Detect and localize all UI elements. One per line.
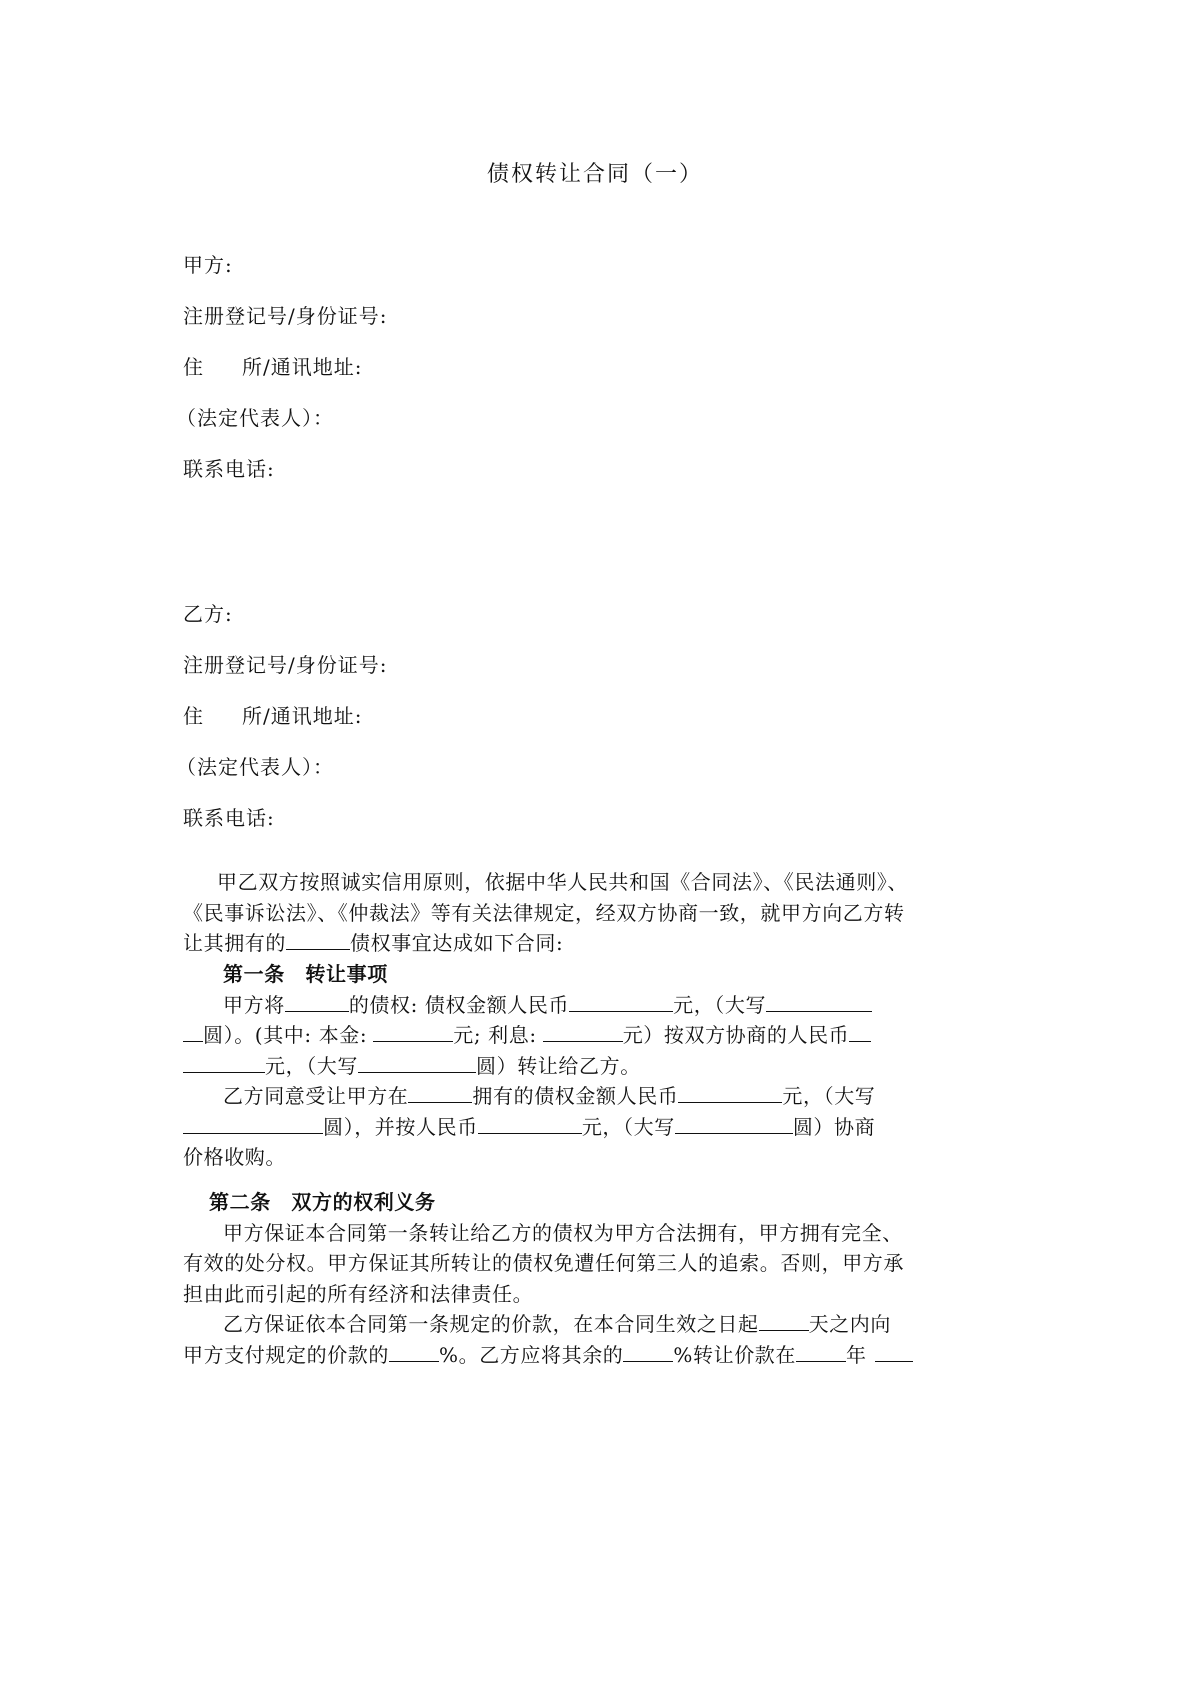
article-line [183, 1051, 1013, 1082]
article-1 [183, 959, 1013, 1173]
party-a-phone-label: 联系电话: [183, 457, 275, 481]
fill-blank [183, 1021, 203, 1042]
party-b-label: 乙方: [183, 602, 233, 626]
fill-blank [408, 1082, 472, 1103]
article-line [183, 990, 1013, 1021]
intro-line: 甲乙双方按照诚实信用原则，依据中华人民共和国《合同法》、《民法通则》、 [217, 870, 908, 894]
fill-blank [543, 1021, 623, 1042]
text-fragment: 元，（大写 [581, 1114, 675, 1139]
text-fragment: 圆）协商 [792, 1114, 876, 1139]
text-fragment: 债权事宜达成如下合同: [350, 931, 564, 955]
fill-blank [285, 991, 349, 1012]
fill-blank [569, 991, 673, 1012]
text-fragment: 甲方支付规定的价款的 [183, 1342, 389, 1367]
text-fragment: 拥有的债权金额人民币 [472, 1084, 679, 1108]
article-line [183, 1112, 1013, 1143]
fill-blank [358, 1052, 476, 1073]
article-line [183, 1340, 1013, 1371]
address-label-part2: 所/通讯地址: [242, 704, 363, 728]
party-a-address-label [183, 353, 362, 381]
article-line: 价格收购。 [183, 1145, 286, 1169]
article-line [183, 1309, 1013, 1340]
text-fragment: %。乙方应将其余的 [439, 1342, 624, 1367]
article-2-heading: 第二条 双方的权利义务 [209, 1190, 436, 1214]
text-fragment: 元，（大写 [673, 992, 767, 1017]
fill-blank [373, 1021, 453, 1042]
fill-blank [623, 1341, 673, 1362]
text-fragment: 天之内向 [808, 1312, 892, 1336]
intro-paragraph [183, 867, 1013, 959]
fill-blank [849, 1021, 871, 1042]
address-label-part1: 住 [183, 704, 204, 728]
text-fragment: 元; 利息: [453, 1023, 537, 1047]
party-b-reg-id-label: 注册登记号/身份证号: [183, 653, 388, 677]
intro-line: 《民事诉讼法》、《仲裁法》等有关法律规定，经双方协商一致，就甲方向乙方转 [183, 900, 905, 925]
text-fragment: 圆）。(其中: 本金: [203, 1023, 368, 1047]
party-b-phone-label: 联系电话: [183, 806, 275, 830]
text-fragment: 元）按双方协商的人民币 [622, 1023, 850, 1047]
text-fragment: 年 [846, 1342, 867, 1367]
party-b-representative-label: （法定代表人）： [176, 755, 334, 779]
text-fragment: 的债权: 债权金额人民币 [348, 992, 570, 1017]
fill-blank [766, 991, 872, 1012]
fill-blank [183, 1113, 323, 1134]
fill-blank [478, 1113, 582, 1134]
text-fragment: 乙方同意受让甲方在 [223, 1084, 409, 1108]
article-line: 担由此而引起的所有经济和法律责任。 [183, 1281, 534, 1306]
intro-line [183, 928, 1013, 959]
text-fragment: 元，（大写 [265, 1053, 358, 1078]
text-fragment: 甲方将 [223, 992, 285, 1017]
fill-blank [183, 1052, 265, 1073]
text-fragment: 圆）转让给乙方。 [476, 1053, 641, 1078]
text-fragment: 让其拥有的 [183, 931, 286, 955]
fill-blank [675, 1113, 793, 1134]
article-1-heading: 第一条 转让事项 [223, 962, 388, 986]
article-2 [183, 1187, 1013, 1370]
document-title: 债权转让合同（一） [486, 162, 703, 187]
fill-blank [286, 929, 350, 950]
address-label-part2: 所/通讯地址: [242, 355, 363, 379]
article-line [183, 1020, 1013, 1051]
article-line: 甲方保证本合同第一条转让给乙方的债权为甲方合法拥有，甲方拥有完全、 [223, 1220, 903, 1245]
party-a-label: 甲方: [183, 253, 233, 277]
text-fragment: 元，（大写 [782, 1084, 876, 1108]
article-line: 有效的处分权。甲方保证其所转让的债权免遭任何第三人的追索。否则，甲方承 [183, 1251, 904, 1275]
text-fragment: %转让价款在 [673, 1342, 797, 1367]
article-line [183, 1081, 1013, 1112]
fill-blank [389, 1341, 439, 1362]
fill-blank [796, 1341, 846, 1362]
party-b-address-label [183, 702, 362, 730]
party-a-representative-label: （法定代表人）： [176, 406, 334, 430]
text-fragment: 圆），并按人民币 [323, 1114, 478, 1139]
fill-blank [875, 1341, 913, 1362]
party-a-reg-id-label: 注册登记号/身份证号: [183, 304, 388, 328]
address-label-part1: 住 [183, 355, 204, 379]
fill-blank [759, 1310, 809, 1331]
text-fragment: 乙方保证依本合同第一条规定的价款，在本合同生效之日起 [223, 1312, 759, 1336]
fill-blank [678, 1082, 782, 1103]
